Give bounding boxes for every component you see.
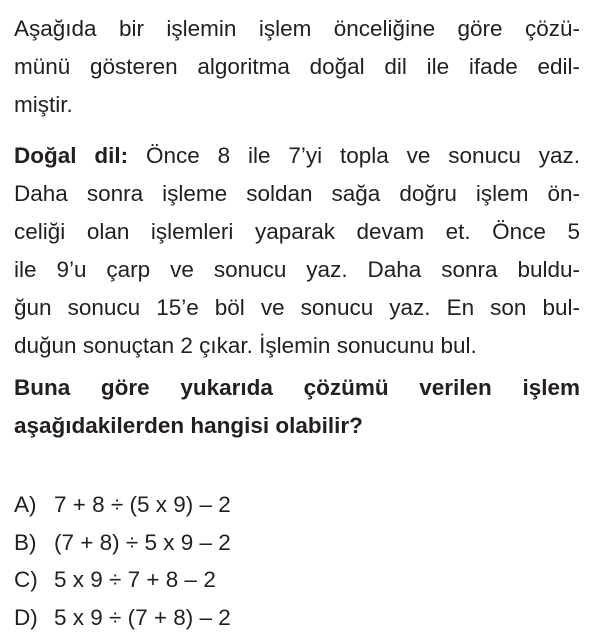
intro-line: Aşağıda bir işlemin işlem önceliğine göre çözü- bbox=[14, 16, 580, 41]
option-text: (7 + 8) ÷ 5 x 9 – 2 bbox=[54, 529, 231, 555]
option-text: 7 + 8 ÷ (5 x 9) – 2 bbox=[54, 492, 231, 517]
intro-paragraph bbox=[14, 10, 580, 124]
question-line: aşağıdakilerden hangisi olabilir? bbox=[14, 413, 363, 438]
option-text: 5 x 9 ÷ 7 + 8 – 2 bbox=[54, 567, 216, 592]
intro-line: münü gösteren algoritma doğal dil ile ifade edil- bbox=[14, 54, 580, 79]
question-line: Buna göre yukarıda çözümü verilen işlem bbox=[14, 375, 580, 400]
answer-option-c[interactable] bbox=[14, 561, 580, 599]
natural-language-paragraph bbox=[14, 137, 580, 365]
natural-language-line: Daha sonra işleme soldan sağa doğru işlem ön- bbox=[14, 181, 580, 206]
answer-option-d[interactable] bbox=[14, 599, 580, 637]
natural-language-first-line bbox=[14, 137, 580, 175]
answer-option-b[interactable] bbox=[14, 524, 580, 562]
answer-option-a[interactable] bbox=[14, 486, 580, 524]
option-letter: D) bbox=[14, 604, 38, 630]
intro-line: miştir. bbox=[14, 92, 73, 117]
natural-language-label: Doğal dil: bbox=[14, 143, 129, 168]
natural-language-line: celiği olan işlemleri yaparak devam et. Önce 5 bbox=[14, 219, 580, 244]
option-letter: B) bbox=[14, 529, 37, 555]
option-letter: C) bbox=[14, 567, 38, 592]
question-stem bbox=[14, 369, 580, 445]
natural-language-first-text: Önce 8 ile 7’yi topla ve sonucu yaz. bbox=[145, 143, 580, 168]
option-letter: A) bbox=[14, 492, 37, 517]
answer-options bbox=[14, 486, 580, 636]
natural-language-line: ile 9’u çarp ve sonucu yaz. Daha sonra buldu- bbox=[14, 257, 580, 282]
natural-language-line: ğun sonucu 15’e böl ve sonucu yaz. En son bul- bbox=[14, 295, 580, 320]
natural-language-line: duğun sonuçtan 2 çıkar. İşlemin sonucunu bul. bbox=[14, 333, 477, 358]
option-text: 5 x 9 ÷ (7 + 8) – 2 bbox=[54, 604, 231, 630]
